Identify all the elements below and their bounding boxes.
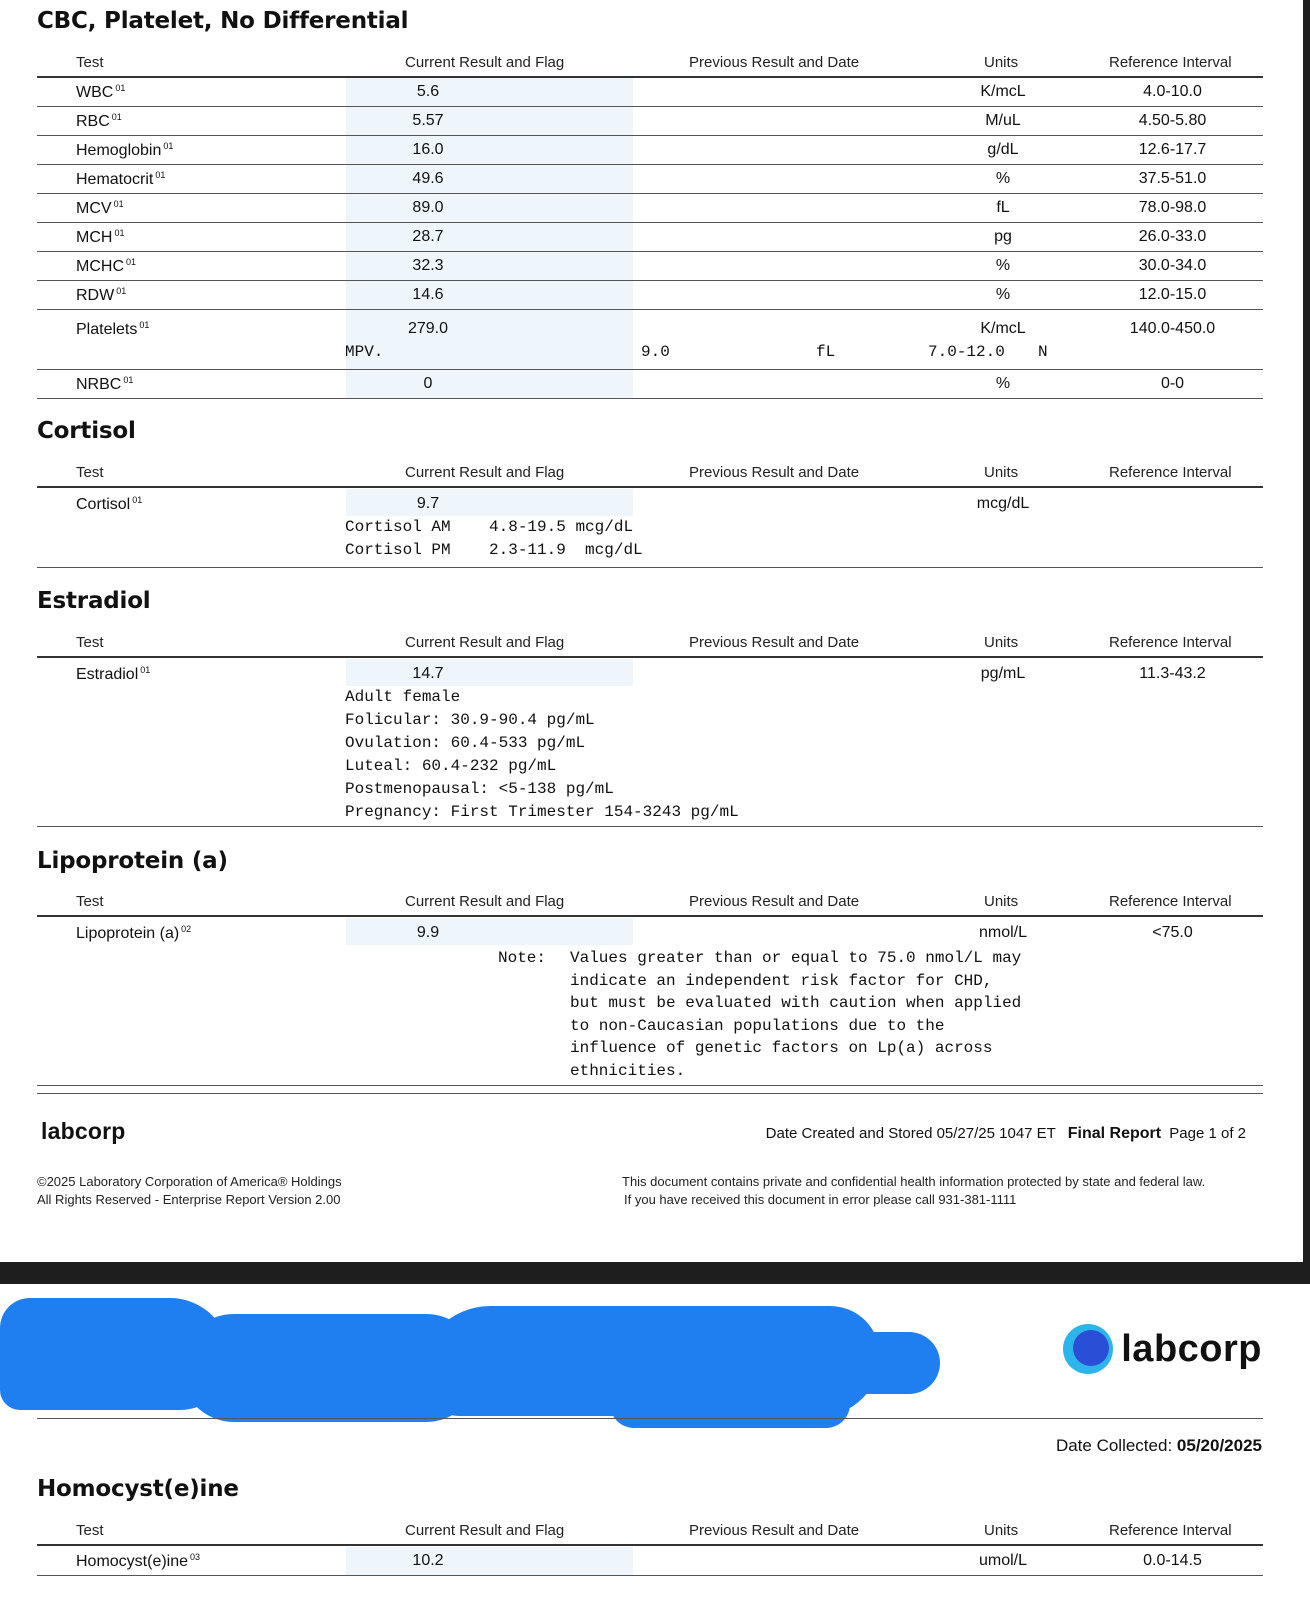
ref-nrbc: 0-0 — [1160, 375, 1185, 392]
row-rule — [37, 106, 1263, 107]
test-name-mchc: MCHC $^{01}$ — [76, 257, 137, 275]
mpv-value: 9.0 — [641, 343, 670, 361]
result-wbc: 5.6 — [416, 83, 440, 100]
ref-homocysteine: 0.0-14.5 — [1143, 1552, 1202, 1569]
result-mchc: 32.3 — [412, 257, 444, 274]
estradiol-note-line: Postmenopausal: <5-138 pg/mL — [345, 780, 614, 798]
date-collected — [1056, 1436, 1262, 1456]
units-rbc: M/uL — [985, 112, 1021, 129]
result-estradiol: 14.7 — [412, 665, 444, 682]
col-header-previous: Previous Result and Date — [689, 1522, 860, 1539]
cortisol-note-line: Cortisol PM 2.3-11.9 mcg/dL — [345, 541, 643, 559]
lipoprotein-section-title: Lipoprotein (a) — [37, 848, 228, 874]
confidential-notice: If you have received this document in error please call 931-381-1111 — [624, 1192, 1017, 1207]
col-header-previous: Previous Result and Date — [689, 634, 860, 651]
col-header-units: Units — [984, 1522, 1019, 1539]
result-cortisol: 9.7 — [416, 495, 440, 512]
ref-mchc: 30.0-34.0 — [1138, 257, 1207, 274]
test-name-cortisol: Cortisol $^{01}$ — [76, 495, 143, 513]
copyright-line: All Rights Reserved - Enterprise Report Version 2.00 — [37, 1192, 341, 1207]
labcorp-wordmark: labcorp — [1121, 1327, 1262, 1370]
header-rule — [37, 76, 1263, 78]
estradiol-note-line: Ovulation: 60.4-533 pg/mL — [345, 734, 586, 752]
homocysteine-section-title: Homocyst(e)ine — [37, 1476, 239, 1502]
units-mchc: % — [995, 257, 1011, 274]
test-name-rbc: RBC $^{01}$ — [76, 112, 122, 130]
test-name-hemoglobin: Hemoglobin $^{01}$ — [76, 141, 174, 159]
lipoprotein-note-label: Note: — [498, 949, 547, 967]
col-header-previous: Previous Result and Date — [689, 464, 860, 481]
row-rule — [37, 193, 1263, 194]
page-separator — [0, 1262, 1310, 1284]
estradiol-note-line: Adult female — [345, 688, 461, 706]
cortisol-section-title: Cortisol — [37, 418, 136, 444]
header-rule — [37, 1418, 1263, 1419]
col-header-reference: Reference Interval — [1109, 893, 1232, 910]
footer-top-rule — [37, 1093, 1263, 1094]
units-mch: pg — [994, 228, 1012, 245]
lipoprotein-note-line: ethnicities. — [570, 1061, 686, 1080]
units-hematocrit: % — [995, 170, 1011, 187]
result-rbc: 5.57 — [412, 112, 444, 129]
col-header-units: Units — [984, 54, 1019, 71]
test-name-lipoprotein: Lipoprotein (a) $^{02}$ — [76, 924, 192, 942]
col-header-current: Current Result and Flag — [405, 464, 565, 481]
result-rdw: 14.6 — [412, 286, 444, 303]
units-wbc: K/mcL — [980, 83, 1026, 100]
result-mch: 28.7 — [412, 228, 444, 245]
col-header-previous: Previous Result and Date — [689, 54, 860, 71]
col-header-units: Units — [984, 893, 1019, 910]
lipoprotein-note-line: influence of genetic factors on Lp(a) across — [570, 1039, 993, 1057]
ref-rdw: 12.0-15.0 — [1138, 286, 1207, 303]
viewer-edge — [1303, 0, 1310, 1262]
date-created: Date Created and Stored 05/27/25 1047 ET — [765, 1125, 1056, 1142]
col-header-units: Units — [984, 464, 1019, 481]
ref-mch: 26.0-33.0 — [1138, 228, 1207, 245]
result-lipoprotein: 9.9 — [416, 924, 440, 941]
ref-mcv: 78.0-98.0 — [1138, 199, 1207, 216]
ref-estradiol: 11.3-43.2 — [1139, 665, 1206, 682]
col-header-test: Test — [76, 1522, 104, 1539]
section-end-rule — [37, 1085, 1263, 1086]
mpv-units: fL — [816, 343, 836, 361]
units-lipoprotein: nmol/L — [978, 924, 1028, 941]
estradiol-note-line: Folicular: 30.9-90.4 pg/mL — [345, 711, 595, 729]
test-name-wbc: WBC $^{01}$ — [76, 83, 126, 101]
col-header-current: Current Result and Flag — [405, 634, 565, 651]
col-header-current: Current Result and Flag — [405, 893, 565, 910]
result-mcv: 89.0 — [412, 199, 444, 216]
row-rule — [37, 280, 1263, 281]
col-header-test: Test — [76, 464, 104, 481]
estradiol-note-line: Luteal: 60.4-232 pg/mL — [345, 757, 557, 775]
row-rule — [37, 1575, 1263, 1576]
result-homocysteine: 10.2 — [412, 1552, 444, 1569]
estradiol-section-title: Estradiol — [37, 588, 151, 614]
col-header-reference: Reference Interval — [1109, 634, 1232, 651]
footer-report-info — [766, 1125, 1246, 1143]
header-rule — [37, 656, 1263, 658]
report-page-2 — [0, 1284, 1310, 1598]
final-report-label: Final Report — [1067, 1125, 1162, 1142]
col-header-current: Current Result and Flag — [405, 1522, 565, 1539]
mpv-ref: 7.0-12.0 — [928, 343, 1005, 361]
units-estradiol: pg/mL — [980, 665, 1026, 682]
col-header-reference: Reference Interval — [1109, 1522, 1232, 1539]
test-name-rdw: RDW $^{01}$ — [76, 286, 127, 304]
col-header-units: Units — [984, 634, 1019, 651]
col-header-reference: Reference Interval — [1109, 464, 1232, 481]
test-name-nrbc: NRBC $^{01}$ — [76, 375, 134, 393]
units-homocysteine: umol/L — [978, 1552, 1028, 1569]
lipoprotein-note-line: indicate an independent risk factor for CHD, — [570, 971, 993, 990]
ref-platelets: 140.0-450.0 — [1129, 320, 1216, 337]
ref-rbc: 4.50-5.80 — [1138, 112, 1207, 129]
col-header-test: Test — [76, 634, 104, 651]
units-rdw: % — [995, 286, 1011, 303]
ref-lipoprotein: <75.0 — [1152, 924, 1193, 941]
result-hematocrit: 49.6 — [412, 170, 444, 187]
section-end-rule — [37, 826, 1263, 827]
lipoprotein-note-line: Values greater than or equal to 75.0 nmol/L may — [570, 949, 1022, 967]
lipoprotein-note-line: to non-Caucasian populations due to the — [570, 1016, 945, 1035]
units-platelets: K/mcL — [980, 320, 1026, 337]
result-nrbc: 0 — [423, 375, 433, 392]
labcorp-logo: labcorp — [41, 1118, 126, 1144]
units-mcv: fL — [996, 199, 1010, 216]
labcorp-mark-icon — [1063, 1324, 1113, 1374]
col-header-reference: Reference Interval — [1109, 54, 1232, 71]
section-end-rule — [37, 567, 1263, 568]
row-rule — [37, 309, 1263, 310]
result-hemoglobin: 16.0 — [412, 141, 444, 158]
result-platelets: 279.0 — [407, 320, 449, 337]
labcorp-logo-large — [1063, 1324, 1262, 1374]
header-rule — [37, 915, 1263, 917]
col-header-test: Test — [76, 893, 104, 910]
header-rule — [37, 1544, 1263, 1546]
row-rule — [37, 222, 1263, 223]
row-rule — [37, 135, 1263, 136]
copyright-line: ©2025 Laboratory Corporation of America® Holdings — [37, 1174, 342, 1189]
test-name-mch: MCH $^{01}$ — [76, 228, 125, 246]
mpv-label: MPV. — [345, 343, 384, 361]
ref-wbc: 4.0-10.0 — [1143, 83, 1202, 100]
col-header-test: Test — [76, 54, 104, 71]
mpv-flag: N — [1038, 343, 1048, 361]
units-cortisol: mcg/dL — [976, 495, 1030, 512]
section-end-rule — [37, 398, 1263, 399]
units-nrbc: % — [995, 375, 1011, 392]
units-hemoglobin: g/dL — [987, 141, 1019, 158]
col-header-current: Current Result and Flag — [405, 54, 565, 71]
estradiol-note-line: Pregnancy: First Trimester 154-3243 pg/mL — [345, 803, 739, 821]
test-name-platelets: Platelets $^{01}$ — [76, 320, 150, 338]
row-rule — [37, 369, 1263, 370]
date-collected-label: Date Collected: — [1055, 1436, 1173, 1455]
test-name-estradiol: Estradiol $^{01}$ — [76, 665, 151, 683]
test-name-hematocrit: Hematocrit $^{01}$ — [76, 170, 166, 188]
ref-hematocrit: 37.5-51.0 — [1138, 170, 1207, 187]
test-name-homocysteine: Homocyst(e)ine $^{03}$ — [76, 1552, 201, 1570]
ref-hemoglobin: 12.6-17.7 — [1138, 141, 1207, 158]
cbc-section-title: CBC, Platelet, No Differential — [37, 8, 409, 34]
page-number: Page 1 of 2 — [1169, 1125, 1246, 1142]
header-rule — [37, 486, 1263, 488]
row-rule — [37, 164, 1263, 165]
row-rule — [37, 251, 1263, 252]
confidential-notice: This document contains private and confidential health information protected by state and federal law. — [622, 1174, 1206, 1189]
date-collected-value: 05/20/2025 — [1176, 1436, 1262, 1455]
cortisol-note-line: Cortisol AM 4.8-19.5 mcg/dL — [345, 518, 634, 536]
col-header-previous: Previous Result and Date — [689, 893, 860, 910]
test-name-mcv: MCV $^{01}$ — [76, 199, 124, 217]
lipoprotein-note-line: but must be evaluated with caution when applied — [570, 994, 1022, 1012]
